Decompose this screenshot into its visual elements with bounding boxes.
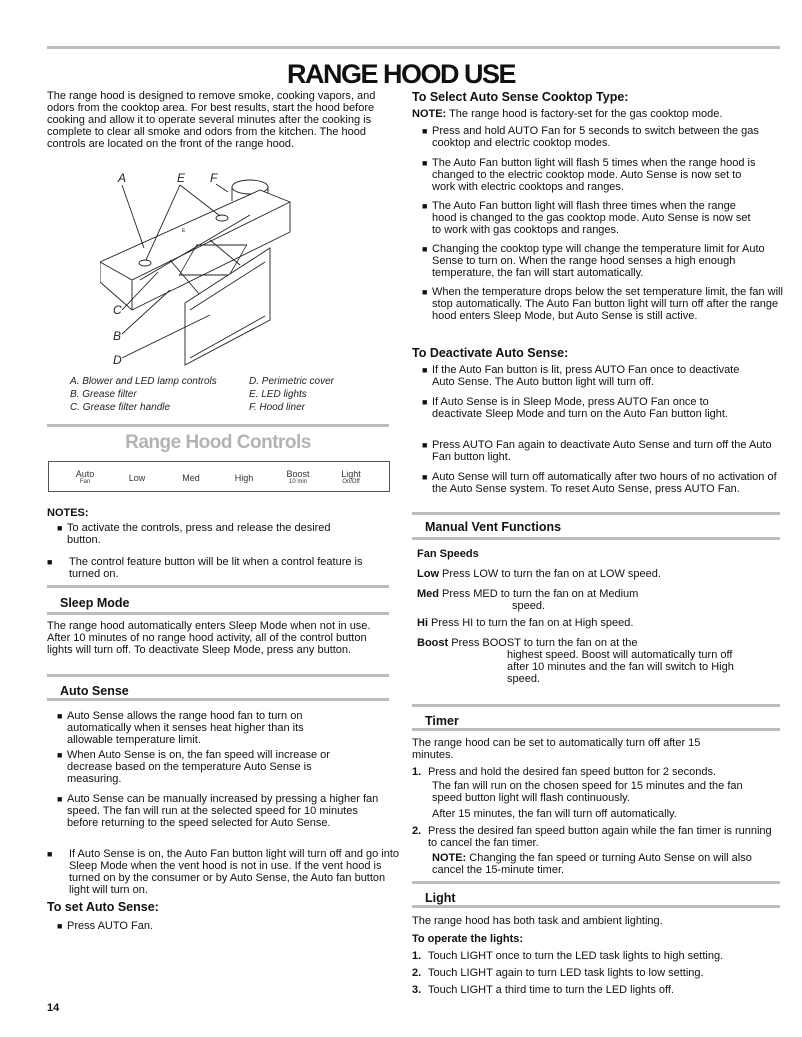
item-text: The Auto Fan button light will flash 5 times when the range hood is changed to the electric cooktop mode. Auto Sense is now set to work with electric cooktops and ranges. [432, 157, 756, 193]
callout-c: C [113, 303, 122, 317]
step-number: 3. [412, 984, 422, 996]
low-button[interactable]: Low [128, 473, 146, 483]
item-text: Press AUTO Fan again to deactivate Auto Sense and turn off the Auto Fan button light. [432, 439, 772, 463]
auto-sense-item: ■ Auto Sense allows the range hood fan to turn on automatically when it senses heat higher than its allowable temperature limit. [57, 710, 304, 746]
item-text: If Auto Sense is on, the Auto Fan button light will turn off and go into Sleep Mode when the vent hood is not in use. If the vent hood is turned on by the consumer or by Auto Sense, the Auto fan button light will turn on. [69, 848, 400, 896]
set-auto-sense-heading: To set Auto Sense: [47, 900, 159, 914]
light-subheading: To operate the lights: [412, 933, 524, 945]
notes-heading: NOTES: [47, 507, 89, 519]
legend-item: C. Grease filter handle [70, 402, 171, 413]
step-number: 2. [412, 967, 422, 979]
med-button[interactable]: Med [182, 473, 200, 483]
note-item: ■ The control feature button will be lit when a control feature is turned on. [47, 556, 363, 580]
timer-intro: The range hood can be set to automatically turn off after 15 minutes. [412, 737, 701, 761]
item-text: When Auto Sense is on, the fan speed will increase or decrease based on the temperature Auto Sense is measuring. [67, 749, 330, 785]
section-rule [47, 674, 389, 677]
item-text: Press AUTO Fan. [67, 920, 153, 932]
term: Med [417, 588, 439, 600]
button-sublabel: 10 min [288, 479, 307, 485]
callout-e: E [177, 171, 186, 185]
set-auto-sense-item: ■ Press AUTO Fan. [57, 920, 153, 932]
item-text: Changing the cooktop type will change the temperature limit for Auto Sense to turn on. When the range hood senses a high enough temperature, the fan will start automatically. [432, 243, 765, 279]
callout-a: A [118, 171, 127, 185]
low-description [417, 568, 661, 580]
item-text: The Auto Fan button light will flash three times when the range hood is changed to the gas cooktop mode. Auto Sense is now set to work with gas cooktops and ranges. [432, 200, 751, 236]
manual-vent-heading: Manual Vent Functions [425, 520, 562, 534]
deactivate-item: ■ If the Auto Fan button is lit, press AUTO Fan once to deactivate Auto Sense. The Auto button light will turn off. [422, 364, 740, 388]
section-rule [412, 537, 780, 540]
description: Press BOOST to turn the fan on at the [448, 637, 638, 649]
step-number: 2. [412, 825, 422, 837]
boost-description-cont: highest speed. Boost will automatically turn off after 10 minutes and the fan will switch to High speed. [507, 649, 734, 685]
auto-sense-heading: Auto Sense [60, 684, 129, 698]
section-rule [47, 612, 389, 615]
legend-left [70, 375, 217, 414]
light-heading: Light [425, 891, 456, 905]
intro-paragraph: The range hood is designed to remove smoke, cooking vapors, and odors from the cooktop area. For best results, start the hood before cooking and allow it to operate several minutes after the cooking is complete to clear all smoke and odors from the kitchen. The hood controls are located on the front of the range hood. [47, 90, 376, 150]
note-text: The range hood is factory-set for the gas cooktop mode. [446, 108, 723, 120]
callout-f: F [210, 171, 218, 185]
light-button[interactable] [326, 470, 376, 486]
section-rule [412, 704, 780, 707]
light-intro: The range hood has both task and ambient lighting. [412, 915, 663, 927]
description: Press HI to turn the fan on at High speed. [428, 617, 634, 629]
timer-note [432, 852, 782, 876]
section-rule [412, 905, 780, 908]
legend-item: D. Perimetric cover [249, 376, 335, 387]
item-text: When the temperature drops below the set temperature limit, the fan will stop automatically. The Auto Fan button light will turn off after the range hood enters Sleep Mode, but Auto Sense is still active. [432, 286, 783, 322]
step-text: Press the desired fan speed button again while the fan timer is running to cancel the fan timer. [428, 825, 772, 849]
sleep-mode-heading: Sleep Mode [60, 596, 130, 610]
item-text: Auto Sense allows the range hood fan to turn on automatically when it senses heat higher than its allowable temperature limit. [67, 710, 304, 746]
button-label: Light [341, 469, 361, 479]
timer-step-1 [412, 766, 788, 778]
cooktop-type-heading: To Select Auto Sense Cooktop Type: [412, 90, 629, 104]
step-number: 1. [412, 950, 422, 962]
panel-label: E [182, 228, 186, 234]
cooktop-item: ■ The Auto Fan button light will flash three times when the range hood is changed to the gas cooktop mode. Auto Sense is now set to work with gas cooktops and ranges. [422, 200, 751, 236]
button-sublabel: On/Off [342, 479, 360, 485]
note-text: Changing the fan speed or turning Auto Sense on will also cancel the 15-minute timer. [432, 852, 752, 876]
note-item: ■ To activate the controls, press and release the desired button. [57, 522, 331, 546]
cooktop-note [412, 108, 722, 120]
note-label: NOTE: [412, 108, 447, 120]
section-rule [412, 512, 780, 515]
step-text: Touch LIGHT once to turn the LED task lights to high setting. [428, 950, 724, 962]
button-label: Auto [75, 469, 95, 479]
boost-button[interactable] [273, 470, 323, 486]
note-text: To activate the controls, press and release the desired button. [67, 522, 331, 546]
top-rule [47, 46, 780, 49]
page-title: RANGE HOOD USE [286, 59, 516, 89]
med-description [417, 588, 638, 600]
description: Press MED to turn the fan on at Medium [439, 588, 639, 600]
cooktop-item: ■ When the temperature drops below the set temperature limit, the fan will stop automatically. The Auto Fan button light will turn off after the range hood enters Sleep Mode, but Auto Sense is still active. [422, 286, 783, 322]
cooktop-item: ■ The Auto Fan button light will flash 5 times when the range hood is changed to the electric cooktop mode. Auto Sense is now set to work with electric cooktops and ranges. [422, 157, 756, 193]
deactivate-item: ■ If Auto Sense is in Sleep Mode, press AUTO Fan once to deactivate Sleep Mode and turn on the Auto Fan button light. [422, 396, 728, 420]
light-step [412, 950, 723, 962]
section-rule [412, 728, 780, 731]
callout-d: D [113, 353, 122, 367]
deactivate-item: ■ Press AUTO Fan again to deactivate Auto Sense and turn off the Auto Fan button light. [422, 439, 772, 463]
auto-sense-item: ■ Auto Sense can be manually increased by pressing a higher fan speed. The fan will run at the selected speed for 10 minutes before returning to the speed selected for Auto Sense. [57, 793, 379, 829]
light-step [412, 984, 674, 996]
term: Low [417, 568, 439, 580]
auto-sense-item: ■ When Auto Sense is on, the fan speed will increase or decrease based on the temperature Auto Sense is measuring. [57, 749, 330, 785]
note-text: The control feature button will be lit when a control feature is turned on. [69, 556, 363, 580]
step-text: Touch LIGHT again to turn LED task lights to low setting. [428, 967, 704, 979]
button-sublabel: Fan [79, 479, 91, 485]
page-number: 14 [47, 1002, 60, 1014]
section-rule [47, 585, 389, 588]
legend-item: B. Grease filter [70, 389, 137, 400]
timer-step-1-after: After 15 minutes, the fan will turn off automatically. [432, 808, 677, 820]
step-text: Press and hold the desired fan speed button for 2 seconds. [428, 766, 717, 778]
note-label: NOTE: [432, 852, 467, 864]
divider [47, 424, 389, 427]
deactivate-item: ■ Auto Sense will turn off automatically after two hours of no activation of the Auto Sense system. To reset Auto Sense, press AUTO Fan. [422, 471, 777, 495]
item-text: If the Auto Fan button is lit, press AUTO Fan once to deactivate Auto Sense. The Auto button light will turn off. [432, 364, 740, 388]
timer-step-1-detail: The fan will run on the chosen speed for 15 minutes and the fan speed button light will flash continuously. [432, 780, 743, 804]
callout-b: B [113, 329, 122, 343]
step-text: Touch LIGHT a third time to turn the LED lights off. [428, 984, 674, 996]
light-step [412, 967, 704, 979]
item-text: Press and hold AUTO Fan for 5 seconds to switch between the gas cooktop and electric cooktop modes. [432, 125, 759, 149]
med-description-cont: speed. [512, 600, 546, 612]
high-button[interactable]: High [234, 473, 254, 483]
item-text: If Auto Sense is in Sleep Mode, press AUTO Fan once to deactivate Sleep Mode and turn on the Auto Fan button light. [432, 396, 728, 420]
sleep-mode-text: The range hood automatically enters Sleep Mode when not in use. After 10 minutes of no range hood activity, all of the control button lights will turn off. To deactivate Sleep Mode, press any button. [47, 620, 371, 656]
control-panel [48, 461, 390, 492]
description: Press LOW to turn the fan on at LOW speed. [439, 568, 661, 580]
deactivate-heading: To Deactivate Auto Sense: [412, 346, 569, 360]
item-text: Auto Sense can be manually increased by pressing a higher fan speed. The fan will run at the selected speed for 10 minutes before returning to the speed selected for Auto Sense. [67, 793, 379, 829]
legend-item: F. Hood liner [249, 402, 305, 413]
legend-item: A. Blower and LED lamp controls [70, 376, 217, 387]
section-rule [412, 881, 780, 884]
timer-heading: Timer [425, 714, 459, 728]
auto-sense-item: ■ If Auto Sense is on, the Auto Fan button light will turn off and go into Sleep Mode when the vent hood is not in use. If the vent hood is turned on by the consumer or by Auto Sense, the Auto fan button light will turn on. [47, 848, 400, 896]
hi-description [417, 617, 633, 629]
auto-fan-button[interactable] [60, 470, 110, 486]
legend-item: E. LED lights [249, 389, 307, 400]
term: Boost [417, 637, 449, 649]
cooktop-item: ■ Changing the cooktop type will change the temperature limit for Auto Sense to turn on. When the range hood senses a high enough temperature, the fan will start automatically. [422, 243, 765, 279]
fan-speeds-heading: Fan Speeds [417, 548, 479, 560]
section-rule [47, 698, 389, 701]
controls-title: Range Hood Controls [125, 432, 311, 453]
step-number: 1. [412, 766, 422, 778]
term: Hi [417, 617, 428, 629]
legend-right [249, 375, 334, 414]
item-text: Auto Sense will turn off automatically after two hours of no activation of the Auto Sense system. To reset Auto Sense, press AUTO Fan. [432, 471, 777, 495]
range-hood-diagram [100, 170, 340, 370]
button-label: Boost [286, 469, 310, 479]
timer-step-2 [412, 825, 773, 849]
cooktop-item: ■ Press and hold AUTO Fan for 5 seconds to switch between the gas cooktop and electric cooktop modes. [422, 125, 759, 149]
boost-description [417, 637, 638, 649]
